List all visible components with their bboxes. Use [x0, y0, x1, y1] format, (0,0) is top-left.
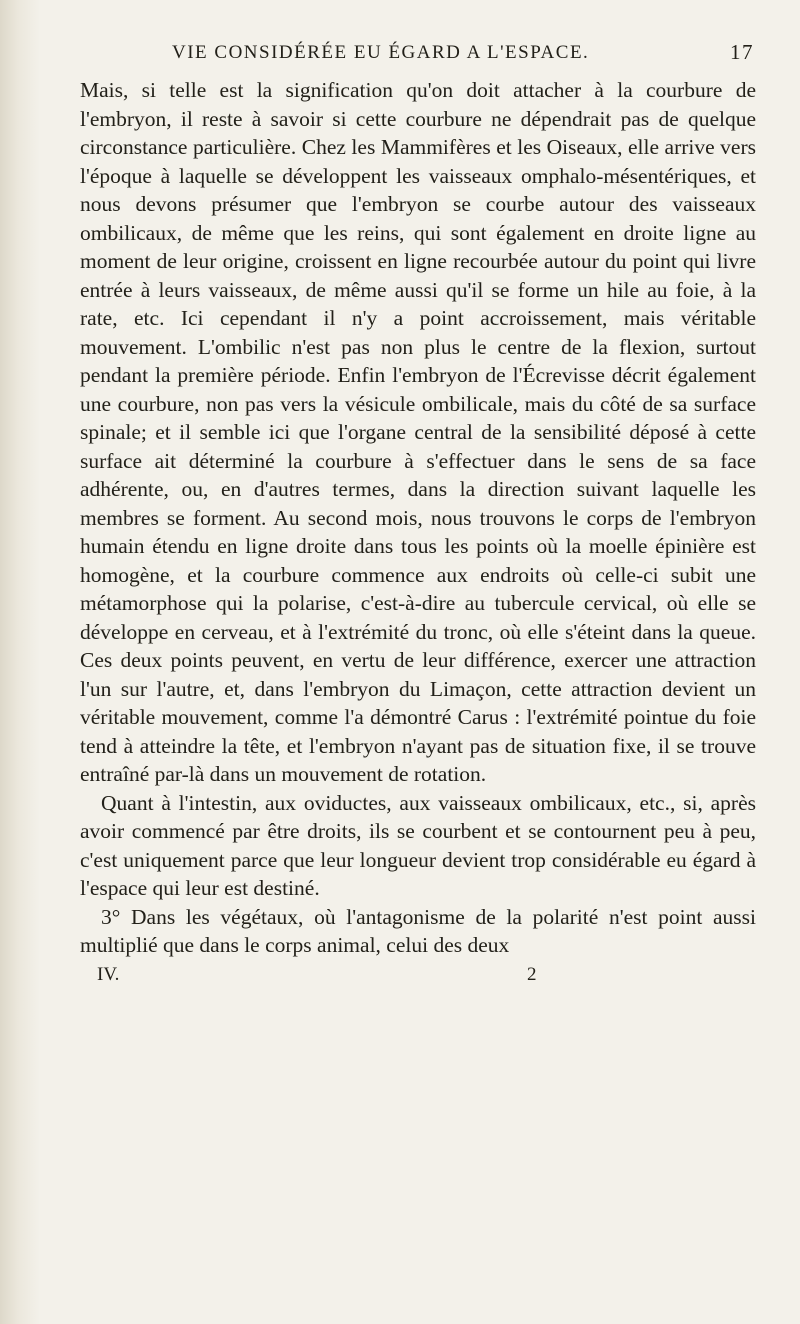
signature-mark-right: 2 [527, 963, 537, 985]
book-gutter-shadow [0, 0, 40, 1324]
book-page [80, 34, 756, 990]
page-number: 17 [730, 40, 754, 64]
paragraph-1: Mais, si telle est la signification qu'on doit attacher à la courbure de l'embryon, il reste à savoir si cette courbure ne dépendrait pas de quelque circonstance particulière. Chez les Mammifères et les Oiseaux, elle arrive vers l'époque à laquelle se développent les vaisseaux omphalo-mésentériques, et nous devons présumer que l'embryon se courbe autour des vaisseaux ombilicaux, de même que les reins, qui sont également en droite ligne au moment de leur origine, croissent en ligne recourbée autour du point qui livre entrée à leurs vaisseaux, de même aussi qu'il se forme un hile au foie, à la rate, etc. Ici cependant il n'y a point accroissement, mais véritable mouvement. L'ombilic n'est pas non plus le centre de la flexion, surtout pendant la première période. Enfin l'embryon de l'Écrevisse décrit également une courbure, non pas vers la vésicule ombilicale, mais du côté de sa surface spinale; et il semble ici que l'organe central de la sensibilité déposé à cette surface ait déterminé la courbure à s'effectuer dans le sens de sa face adhérente, ou, en d'autres termes, dans la direction suivant laquelle les membres se forment. Au second mois, nous trouvons le corps de l'embryon humain étendu en ligne droite dans tous les points où la moelle épinière est homogène, et la courbure commence aux endroits où celle-ci subit une métamorphose qui la polarise, c'est-à-dire au tubercule cervical, où elle se développe en cerveau, et à l'extrémité du tronc, où elle s'éteint dans la queue. Ces deux points peuvent, en vertu de leur différence, exercer une attraction l'un sur l'autre, et, dans l'embryon du Limaçon, cette attraction devient un véritable mouvement, comme l'a démontré Carus : l'extrémité pointue du foie tend à atteindre la tête, et l'embryon n'ayant pas de situation fixe, il se trouve entraîné par-là dans un mouvement de rotation. [80, 78, 756, 786]
body-text [80, 76, 756, 960]
signature-mark-left: IV. [97, 963, 120, 985]
paragraph-2: Quant à l'intestin, aux oviductes, aux vaisseaux ombilicaux, etc., si, après avoir commencé par être droits, ils se courbent et se contournent peu à peu, c'est uniquement parce que leur longueur devient trop considérable eu égard à l'espace qui leur est destiné. [80, 790, 756, 900]
running-head [80, 34, 756, 76]
paragraph-3: 3° Dans les végétaux, où l'antagonisme de la polarité n'est point aussi multiplié que dans le corps animal, celui des deux [80, 904, 756, 957]
running-title: VIE CONSIDÉRÉE EU ÉGARD A L'ESPACE. [172, 42, 590, 63]
signature-line [80, 960, 756, 990]
